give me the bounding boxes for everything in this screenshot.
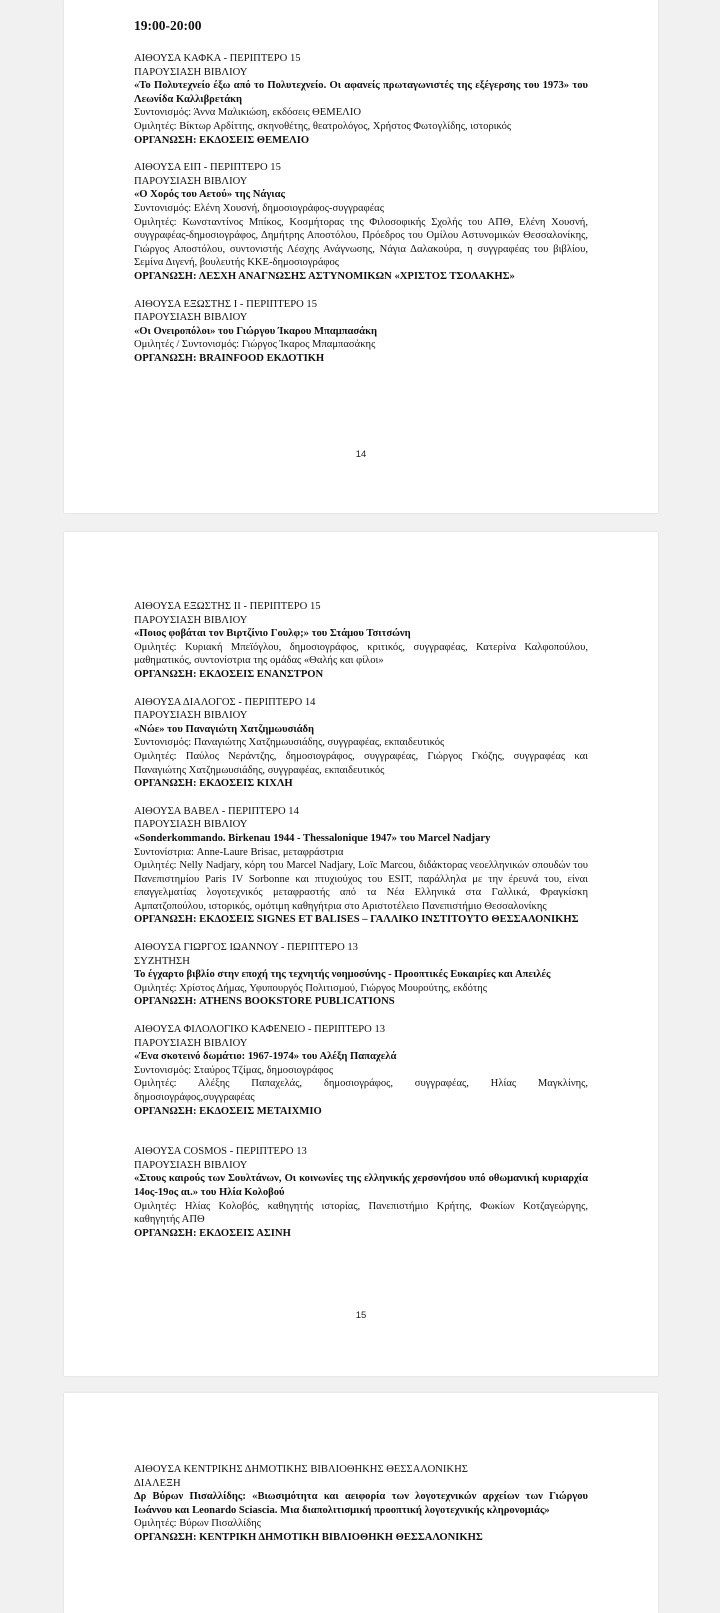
event-type: ΠΑΡΟΥΣΙΑΣΗ ΒΙΒΛΙΟΥ bbox=[134, 1037, 248, 1049]
page-number: 14 bbox=[355, 449, 367, 460]
event-organizer: ΟΡΓΑΝΩΣΗ: ΕΚΔΟΣΕΙΣ ΕΝΑΝΣΤΡΟΝ bbox=[134, 668, 324, 680]
event-venue: ΑΙΘΟΥΣΑ ΒΑΒΕΛ - ΠΕΡΙΠΤΕΡΟ 14 bbox=[134, 805, 299, 817]
event-type: ΠΑΡΟΥΣΙΑΣΗ ΒΙΒΛΙΟΥ bbox=[134, 312, 248, 324]
event-detail: Ομιλητές: Χρίστος Δήμας, Υφυπουργός Πολιτισμού, Γιώργος Μουρούτης, εκδότης bbox=[134, 982, 487, 994]
program-event bbox=[134, 696, 588, 791]
page-content bbox=[134, 16, 588, 379]
event-title: «Ποιος φοβάται τον Βιρτζίνιο Γουλφ;» του Στάμου Τσιτσώνη bbox=[134, 628, 411, 640]
program-event bbox=[134, 600, 588, 682]
page-number: 15 bbox=[355, 1310, 367, 1321]
event-type: ΠΑΡΟΥΣΙΑΣΗ ΒΙΒΛΙΟΥ bbox=[134, 66, 248, 78]
program-event bbox=[134, 941, 588, 1009]
document-page-16 bbox=[64, 1393, 658, 1613]
event-title: Το έγχαρτο βιβλίο στην εποχή της τεχνητής νοημοσύνης - Προοπτικές Ευκαιρίες και Απειλές bbox=[134, 969, 551, 981]
event-detail: Ομιλητές: Nelly Nadjary, κόρη του Marcel Nadjary, Loïc Marcou, διδάκτορας νεοελληνικών σπουδών του Πανεπιστημίου Paris IV Sorbonne και πτυχιούχος του ESIT, παράλληλα με την έρευνά του, είναι επαγγελματίας λογοτεχνικός μεταφραστής από τα Νέα Ελληνικά στα Γαλλικά, Φραγκίσκη Αμπατζοπούλου, ιστορικός, ομότιμη καθηγήτρια στο Αριστοτέλειο Πανεπιστήμιο Θεσσαλονίκης bbox=[134, 860, 588, 912]
event-organizer: ΟΡΓΑΝΩΣΗ: BRAINFOOD ΕΚΔΟΤΙΚΗ bbox=[134, 352, 325, 364]
event-detail: Ομιλητές: Βίκτωρ Αρδίττης, σκηνοθέτης, θεατρολόγος, Χρήστος Φωτογλίδης, ιστορικός bbox=[134, 120, 512, 132]
document-page-15 bbox=[64, 532, 658, 1376]
event-title: Δρ Βύρων Πισαλλίδης: «Βιωσιμότητα και αειφορία των λογοτεχνικών αρχείων των Γιώργου Ιωάννου και Leonardo Sciascia. Μια διαπολιτισμική προοπτική λογοτεχνικής κληρονομιάς» bbox=[134, 1491, 588, 1516]
event-organizer: ΟΡΓΑΝΩΣΗ: ΕΚΔΟΣΕΙΣ ΜΕΤΑΙΧΜΙΟ bbox=[134, 1105, 322, 1117]
program-event bbox=[134, 805, 588, 927]
event-title: «Το Πολυτεχνείο έξω από το Πολυτεχνείο. Οι αφανείς πρωταγωνιστές της εξέγερσης του 1973» του Λεωνίδα Καλλιβρετάκη bbox=[134, 80, 588, 105]
time-slot-heading: 19:00-20:00 bbox=[134, 18, 202, 33]
page-content bbox=[134, 600, 588, 1254]
event-venue: ΑΙΘΟΥΣΑ ΦΙΛΟΛΟΓΙΚΟ ΚΑΦΕΝΕΙΟ - ΠΕΡΙΠΤΕΡΟ 13 bbox=[134, 1024, 386, 1036]
event-detail: Ομιλητές: Κυριακή Μπεϊόγλου, δημοσιογράφος, κριτικός, συγγραφέας, Κατερίνα Καλφοπούλου, μαθηματικός, συντονίστρια της ομάδας «Θαλής και φίλοι» bbox=[134, 641, 588, 667]
document-page-14 bbox=[64, 0, 658, 513]
event-type: ΠΑΡΟΥΣΙΑΣΗ ΒΙΒΛΙΟΥ bbox=[134, 819, 248, 831]
program-event bbox=[134, 52, 588, 147]
program-event bbox=[134, 298, 588, 366]
event-venue: ΑΙΘΟΥΣΑ ΚΕΝΤΡΙΚΗΣ ΔΗΜΟΤΙΚΗΣ ΒΙΒΛΙΟΘΗΚΗΣ ΘΕΣΣΑΛΟΝΙΚΗΣ bbox=[134, 1464, 468, 1475]
event-detail: Ομιλητές: Βύρων Πισαλλίδης bbox=[134, 1518, 261, 1530]
event-type: ΠΑΡΟΥΣΙΑΣΗ ΒΙΒΛΙΟΥ bbox=[134, 710, 248, 722]
event-organizer: ΟΡΓΑΝΩΣΗ: ΕΚΔΟΣΕΙΣ SIGNES ET BALISES – ΓΑΛΛΙΚΟ ΙΝΣΤΙΤΟΥΤΟ ΘΕΣΣΑΛΟΝΙΚΗΣ bbox=[134, 914, 579, 926]
program-event bbox=[134, 1145, 588, 1240]
event-type: ΠΑΡΟΥΣΙΑΣΗ ΒΙΒΛΙΟΥ bbox=[134, 614, 248, 626]
program-event bbox=[134, 161, 588, 283]
event-detail: Συντονισμός: Άννα Μαλικιώση, εκδόσεις ΘΕΜΕΛΙΟ bbox=[134, 107, 362, 119]
program-event bbox=[134, 1463, 588, 1545]
event-title: «Ένα σκοτεινό δωμάτιο: 1967-1974» του Αλέξη Παπαχελά bbox=[134, 1051, 397, 1063]
event-type: ΠΑΡΟΥΣΙΑΣΗ ΒΙΒΛΙΟΥ bbox=[134, 1159, 248, 1171]
event-detail: Ομιλητές / Συντονισμός: Γιώργος Ίκαρος Μπαμπασάκης bbox=[134, 339, 376, 351]
event-venue: ΑΙΘΟΥΣΑ COSMOS - ΠΕΡΙΠΤΕΡΟ 13 bbox=[134, 1146, 307, 1158]
event-organizer: ΟΡΓΑΝΩΣΗ: ΕΚΔΟΣΕΙΣ ΚΙΧΛΗ bbox=[134, 778, 293, 790]
event-detail: Ομιλητές: Ηλίας Κολοβός, καθηγητής ιστορίας, Πανεπιστήμιο Κρήτης, Φωκίων Κοτζαγεώργης, καθηγητής ΑΠΘ bbox=[134, 1200, 588, 1226]
event-title: «Στους καιρούς των Σουλτάνων, Οι κοινωνίες της ελληνικής χερσονήσου υπό οθωμανική κυριαρχία 14ος-19ος αι.» του Ηλία Κολοβού bbox=[134, 1173, 588, 1198]
event-organizer: ΟΡΓΑΝΩΣΗ: ΛΕΣΧΗ ΑΝΑΓΝΩΣΗΣ ΑΣΤΥΝΟΜΙΚΩΝ «ΧΡΙΣΤΟΣ ΤΣΟΛΑΚΗΣ» bbox=[134, 270, 515, 282]
event-venue: ΑΙΘΟΥΣΑ ΕΙΠ - ΠΕΡΙΠΤΕΡΟ 15 bbox=[134, 162, 281, 174]
event-venue: ΑΙΘΟΥΣΑ ΕΞΩΣΤΗΣ ΙΙ - ΠΕΡΙΠΤΕΡΟ 15 bbox=[134, 601, 321, 612]
event-title: «Νώε» του Παναγιώτη Χατζημωυσιάδη bbox=[134, 723, 315, 735]
page-content bbox=[134, 1463, 588, 1559]
event-venue: ΑΙΘΟΥΣΑ ΚΑΦΚΑ - ΠΕΡΙΠΤΕΡΟ 15 bbox=[134, 53, 301, 64]
event-title: «Sonderkommando. Birkenau 1944 - Thessalonique 1947» του Marcel Nadjary bbox=[134, 832, 491, 844]
event-venue: ΑΙΘΟΥΣΑ ΓΙΩΡΓΟΣ ΙΩΑΝΝΟΥ - ΠΕΡΙΠΤΕΡΟ 13 bbox=[134, 942, 358, 954]
event-organizer: ΟΡΓΑΝΩΣΗ: ΕΚΔΟΣΕΙΣ ΘΕΜΕΛΙΟ bbox=[134, 134, 310, 146]
event-detail: Συντονισμός: Παναγιώτης Χατζημωυσιάδης, συγγραφέας, εκπαιδευτικός bbox=[134, 737, 445, 749]
event-detail: Συντονίστρια: Anne-Laure Brisac, μεταφράστρια bbox=[134, 846, 344, 858]
event-type: ΠΑΡΟΥΣΙΑΣΗ ΒΙΒΛΙΟΥ bbox=[134, 175, 248, 187]
program-event bbox=[134, 1023, 588, 1118]
event-type: ΣΥΖΗΤΗΣΗ bbox=[134, 955, 190, 967]
event-venue: ΑΙΘΟΥΣΑ ΕΞΩΣΤΗΣ Ι - ΠΕΡΙΠΤΕΡΟ 15 bbox=[134, 298, 318, 310]
event-detail: Συντονισμός: Ελένη Χουσνή, δημοσιογράφος-συγγραφέας bbox=[134, 202, 384, 214]
event-title: «Οι Ονειροπόλοι» του Γιώργου Ίκαρου Μπαμπασάκη bbox=[134, 325, 377, 337]
event-title: «Ο Χορός του Αετού» της Νάγιας bbox=[134, 189, 285, 201]
event-venue: ΑΙΘΟΥΣΑ ΔΙΑΛΟΓΟΣ - ΠΕΡΙΠΤΕΡΟ 14 bbox=[134, 696, 316, 708]
event-detail: Ομιλητές: Αλέξης Παπαχελάς, δημοσιογράφος, συγγραφέας, Ηλίας Μαγκλίνης, δημοσιογράφος,συγγραφέας bbox=[134, 1078, 588, 1103]
event-organizer: ΟΡΓΑΝΩΣΗ: ΕΚΔΟΣΕΙΣ ΑΣΙΝΗ bbox=[134, 1227, 291, 1239]
event-detail: Συντονισμός: Σταύρος Τζίμας, δημοσιογράφος bbox=[134, 1064, 334, 1076]
event-type: ΔΙΑΛΕΞΗ bbox=[134, 1477, 181, 1489]
event-detail: Ομιλητές: Κωνσταντίνος Μπίκος, Κοσμήτορας της Φιλοσοφικής Σχολής του ΑΠΘ, Ελένη Χουσνή, συγγραφέας-δημοσιογράφος, Δημήτρης Αποστόλου, Πρόεδρος του Ομίλου Αστυνομικών Θεσσαλονίκης, Γιώργος Αποστόλου, συντονιστής Λέσχης Ανάγνωσης, Νάγια Δαλακούρα, η συγγραφέας του βιβλίου, Σεμίνα Διγενή, βουλευτής ΚΚΕ-δημοσιογράφος bbox=[134, 216, 588, 269]
event-detail: Ομιλητές: Παύλος Νεράντζης, δημοσιογράφος, συγγραφέας, Γιώργος Γκόζης, συγγραφέας και Παναγιώτης Χατζημωυσιάδης, συγγραφέας, εκπαιδευτικός bbox=[134, 750, 588, 776]
event-organizer: ΟΡΓΑΝΩΣΗ: ΚΕΝΤΡΙΚΗ ΔΗΜΟΤΙΚΗ ΒΙΒΛΙΟΘΗΚΗ ΘΕΣΣΑΛΟΝΙΚΗΣ bbox=[134, 1531, 483, 1543]
event-organizer: ΟΡΓΑΝΩΣΗ: ATHENS BOOKSTORE PUBLICATIONS bbox=[134, 996, 395, 1008]
